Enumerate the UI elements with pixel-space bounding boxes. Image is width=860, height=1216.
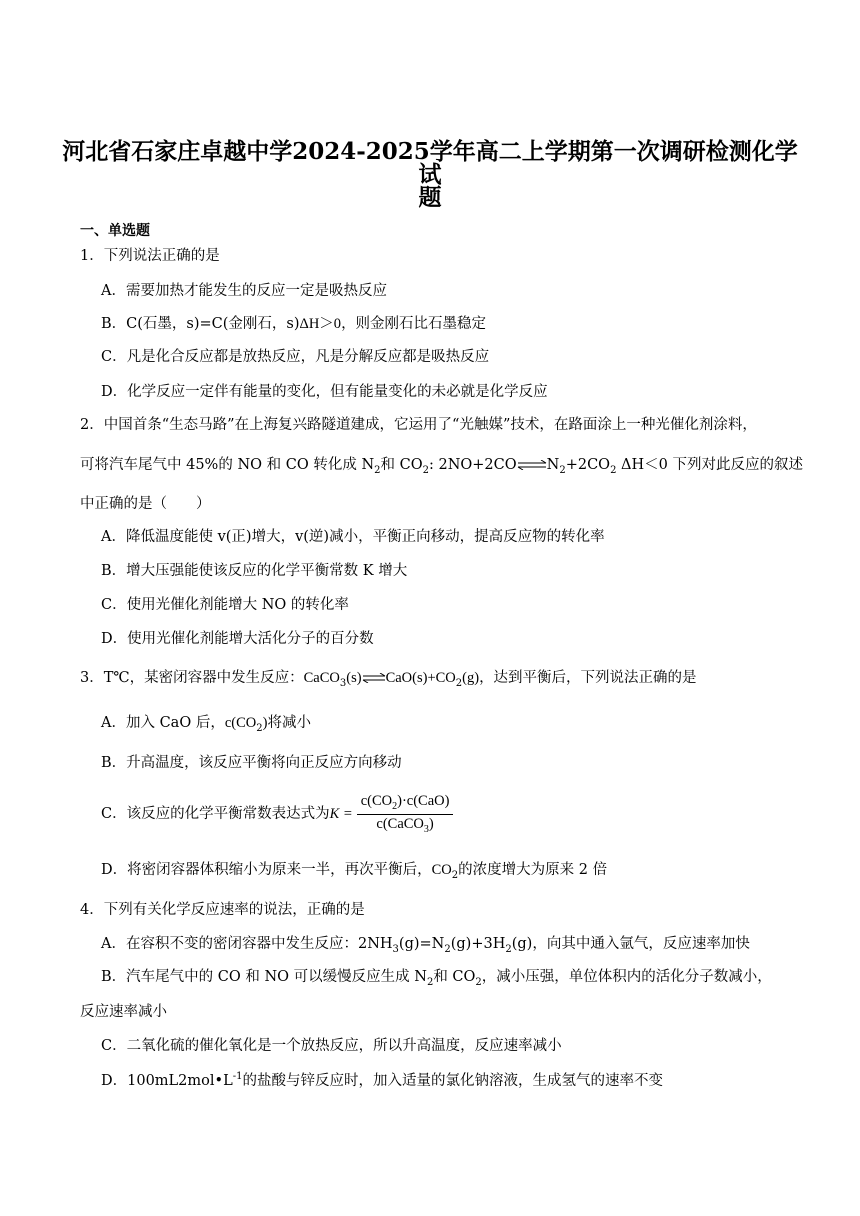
- num-sub: 2: [392, 800, 398, 812]
- k-expression-fraction: [357, 794, 454, 835]
- q3-option-b: B．升高温度，该反应平衡将向正反应方向移动: [101, 755, 402, 771]
- q3-eq: CaO(s)+CO: [385, 670, 456, 686]
- q4-sub: 2: [505, 943, 512, 955]
- q4-sup: -1: [232, 1071, 243, 1082]
- q4-b-tail: ，减小压强，单位体积内的活化分子数减小，: [481, 969, 772, 985]
- q4-b-text: 和 CO: [433, 969, 476, 985]
- q4-option-a: [101, 937, 750, 955]
- q2-sub: 2: [422, 464, 429, 476]
- q3-state: (s): [346, 670, 362, 686]
- q3-text-tail: ，达到平衡后，下列说法正确的是: [479, 670, 697, 686]
- q2-text-a: 可将汽车尾气中 45%的 NO 和 CO 转化成 N: [80, 457, 375, 473]
- q2-stem-line3: 中正确的是（ ）: [80, 496, 211, 512]
- den-part: ): [428, 815, 434, 832]
- fraction-denominator: [357, 815, 454, 835]
- q3-eq: CaCO: [303, 670, 340, 686]
- q4-option-b-cont: 反应速率减小: [80, 1004, 167, 1020]
- q2-stem-line2: [80, 458, 803, 476]
- q4-option-d: [101, 1072, 663, 1088]
- q2-sub: 2: [374, 464, 381, 476]
- q1-stem: 1．下列说法正确的是: [80, 248, 220, 264]
- q3-state: (g): [462, 670, 480, 686]
- q4-a-text: (g)=N: [398, 936, 445, 952]
- q2-stem-line1: 2．中国首条“生态马路”在上海复兴路隧道建成，它运用了“光触媒”技术，在路面涂上一种光催化剂涂料，: [80, 417, 757, 433]
- q4-option-b: [101, 970, 772, 988]
- q4-b-text: B．汽车尾气中的 CO 和 NO 可以缓慢反应生成 N: [101, 969, 427, 985]
- num-part: )·c(CaO): [397, 793, 450, 809]
- q4-sub: 2: [475, 976, 482, 988]
- q2-eq-left: : 2NO+2CO: [428, 457, 517, 473]
- q2-text-b: 和 CO: [380, 457, 423, 473]
- q3-d-formula: CO: [431, 862, 452, 878]
- q3-c-text: C．该反应的化学平衡常数表达式为: [101, 806, 330, 823]
- q2-option-a: A．降低温度能使 v(正)增大，v(逆)减小，平衡正向移动，提高反应物的转化率: [101, 529, 605, 545]
- q3-d-tail: 的浓度增大为原来 2 倍: [458, 862, 608, 878]
- q1-option-c: C．凡是化合反应都是放热反应，凡是分解反应都是吸热反应: [101, 349, 490, 365]
- q3-text: 3．T℃，某密闭容器中发生反应：: [80, 670, 304, 686]
- q4-d-tail: 的盐酸与锌反应时，加入适量的氯化钠溶液，生成氢气的速率不变: [242, 1072, 663, 1089]
- q2-option-c: C．使用光催化剂能增大 NO 的转化率: [101, 597, 349, 613]
- q4-stem: 4．下列有关化学反应速率的说法，正确的是: [80, 902, 365, 918]
- q4-sub: 2: [426, 976, 434, 988]
- num-part: c(CO: [360, 793, 393, 809]
- q4-a-text: (g)+3H: [450, 936, 506, 952]
- q2-eq-right2: +2CO: [565, 457, 611, 473]
- q4-a-tail: (g)，向其中通入氩气，反应速率加快: [511, 936, 750, 952]
- fraction-numerator: [357, 794, 454, 815]
- q1-b-dh: ΔH＞0: [299, 316, 342, 332]
- q3-a-formula-close: ): [262, 715, 268, 731]
- q1-option-a: A．需要加热才能发生的反应一定是吸热反应: [101, 283, 387, 299]
- q3-stem: [80, 671, 697, 689]
- q1-option-b: [101, 317, 486, 332]
- q1-b-tail: ，则金刚石比石墨稳定: [341, 316, 487, 332]
- q3-sub: 2: [451, 869, 459, 881]
- q3-c-k: K =: [329, 806, 353, 823]
- den-sub: 3: [423, 823, 429, 835]
- q3-d-text: D．将密闭容器体积缩小为原来一半，再次平衡后，: [101, 862, 432, 878]
- q2-text-tail: ΔH＜0 下列对此反应的叙述: [616, 457, 803, 473]
- q2-sub: 2: [559, 464, 566, 476]
- q3-a-tail: 将减小: [267, 715, 311, 731]
- den-part: c(CaCO: [376, 815, 424, 832]
- q3-sub: 3: [339, 677, 347, 689]
- q2-option-d: D．使用光催化剂能增大活化分子的百分数: [101, 631, 374, 647]
- q2-option-b: B．增大压强能使该反应的化学平衡常数 K 增大: [101, 563, 408, 579]
- q3-option-d: [101, 863, 607, 881]
- equilibrium-arrow-icon: [517, 460, 547, 470]
- q3-sub: 2: [256, 722, 263, 734]
- q1-option-d: D．化学反应一定伴有能量的变化，但有能量变化的未必就是化学反应: [101, 384, 548, 400]
- q1-b-text: B．C(石墨，s)=C(金刚石，s): [101, 316, 300, 332]
- q4-d-text: D．100mL2mol•L: [101, 1072, 233, 1089]
- page-title: 河北省石家庄卓越中学2024-2025学年高二上学期第一次调研检测化学试: [62, 138, 798, 188]
- page-title-cont: 题: [418, 184, 442, 211]
- q4-sub: 3: [392, 943, 399, 955]
- section-heading: 一、单选题: [80, 223, 150, 239]
- q3-sub: 2: [455, 677, 463, 689]
- q3-a-text: A．加入 CaO 后，: [101, 715, 225, 731]
- q4-a-text: A．在容积不变的密闭容器中发生反应：2NH: [101, 936, 393, 952]
- q4-sub: 2: [444, 943, 451, 955]
- q2-sub: 2: [610, 464, 617, 476]
- q3-option-a: [101, 716, 311, 734]
- q4-option-c: C．二氧化硫的催化氧化是一个放热反应，所以升高温度，反应速率减小: [101, 1038, 562, 1054]
- q3-option-c: [101, 794, 453, 835]
- equilibrium-arrow-icon: [362, 673, 386, 683]
- q2-eq-right: N: [546, 457, 560, 473]
- q3-a-formula: c(CO: [224, 715, 257, 731]
